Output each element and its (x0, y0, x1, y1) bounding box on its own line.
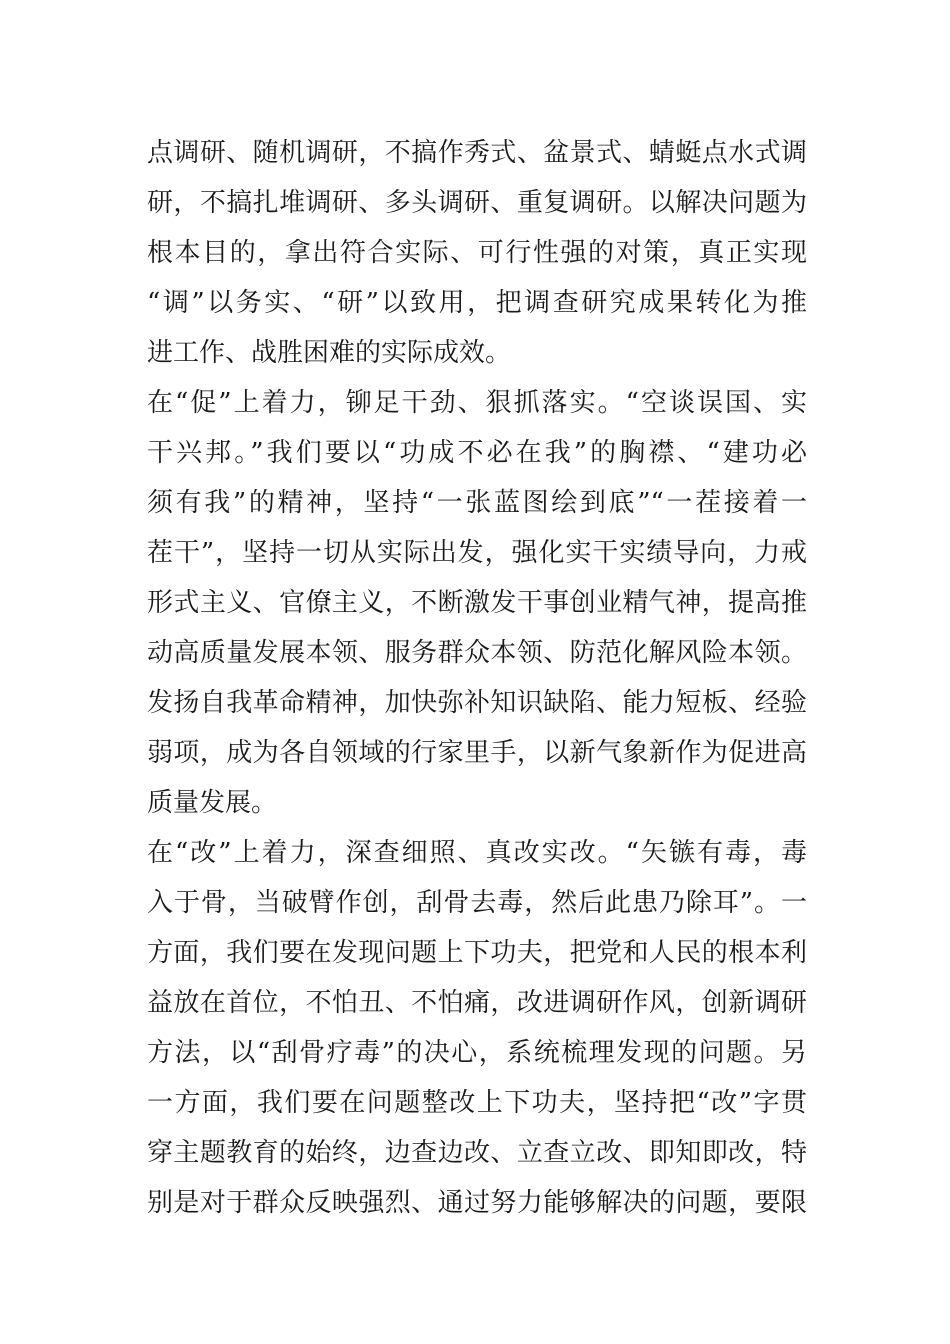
text-line: 研，不搞扎堆调研、多头调研、重复调研。以解决问题为 (147, 188, 807, 218)
text-line: 方法，以“刮骨疗毒”的决心，系统梳理发现的问题。另 (147, 1038, 807, 1068)
text-line: 弱项，成为各自领域的行家里手，以新气象新作为促进高 (147, 738, 807, 768)
text-line: 动高质量发展本领、服务群众本领、防范化解风险本领。 (147, 638, 807, 668)
text-line: 一方面，我们要在问题整改上下功夫，坚持把“改”字贯 (147, 1088, 807, 1118)
text-line: 点调研、随机调研，不搞作秀式、盆景式、蜻蜓点水式调 (147, 138, 807, 168)
text-line: 干兴邦。”我们要以“功成不必在我”的胸襟、“建功必 (147, 438, 807, 468)
paragraph-3 (147, 828, 807, 1228)
document-page (147, 128, 807, 1228)
text-line: 须有我”的精神，坚持“一张蓝图绘到底”“一茬接着一 (147, 488, 807, 518)
text-line: “调”以务实、“研”以致用，把调查研究成果转化为推 (147, 288, 807, 318)
text-line: 方面，我们要在发现问题上下功夫，把党和人民的根本利 (147, 938, 807, 968)
text-line: 质量发展。 (147, 788, 278, 818)
text-line: 形式主义、官僚主义，不断激发干事创业精气神，提高推 (147, 588, 807, 618)
text-line: 茬干”，坚持一切从实际出发，强化实干实绩导向，力戒 (147, 538, 807, 568)
text-line: 在“改”上着力，深查细照、真改实改。“矢镞有毒，毒 (147, 838, 807, 868)
text-line: 入于骨，当破臂作创，刮骨去毒，然后此患乃除耳”。一 (147, 888, 807, 918)
text-line: 益放在首位，不怕丑、不怕痛，改进调研作风，创新调研 (147, 988, 807, 1018)
text-line: 进工作、战胜困难的实际成效。 (147, 338, 512, 368)
text-line: 在“促”上着力，铆足干劲、狠抓落实。“空谈误国、实 (147, 388, 807, 418)
paragraph-2 (147, 378, 807, 828)
paragraph-1 (147, 128, 807, 378)
text-line: 穿主题教育的始终，边查边改、立查立改、即知即改，特 (147, 1138, 807, 1168)
text-line: 发扬自我革命精神，加快弥补知识缺陷、能力短板、经验 (147, 688, 807, 718)
text-line: 别是对于群众反映强烈、通过努力能够解决的问题，要限 (147, 1188, 807, 1218)
text-line: 根本目的，拿出符合实际、可行性强的对策，真正实现 (147, 238, 807, 268)
